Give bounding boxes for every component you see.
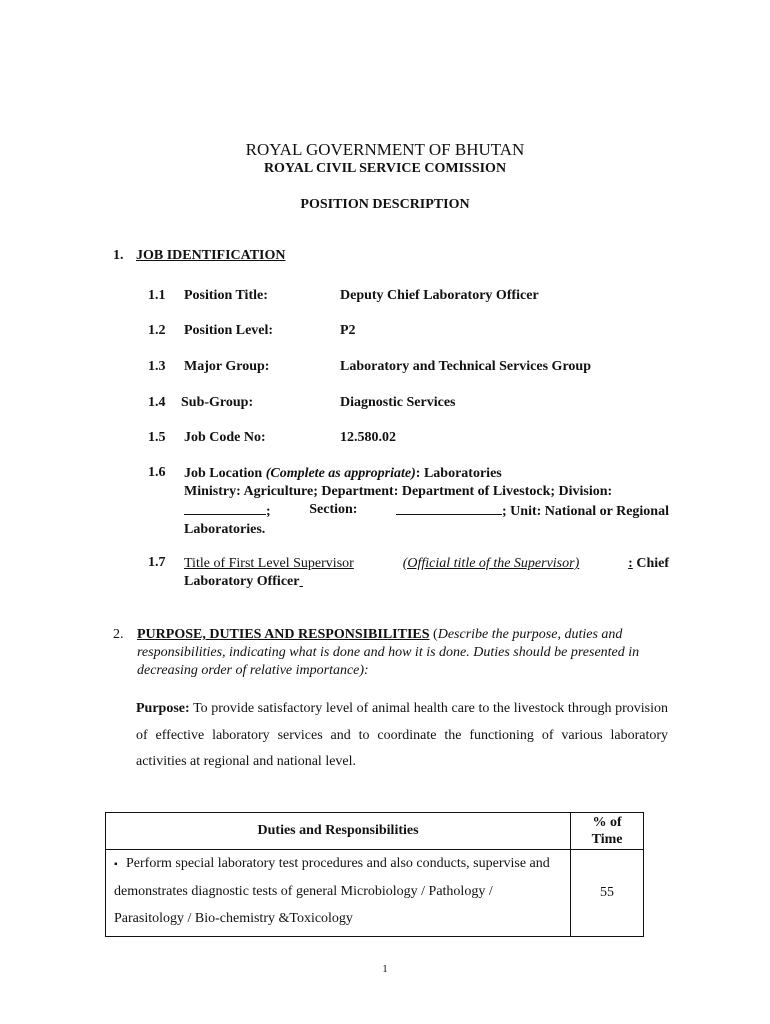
section-blank	[396, 501, 502, 515]
row-number: 1.5	[148, 430, 166, 445]
section-1-title: JOB IDENTIFICATION	[136, 248, 286, 263]
section-2-hint-open: (	[433, 627, 438, 642]
job-location-label: Job Location	[184, 466, 263, 481]
table-row	[106, 850, 644, 937]
table-header-row	[106, 813, 644, 850]
job-location	[184, 465, 669, 539]
job-location-hint: (Complete as appropriate)	[265, 466, 416, 481]
supervisor-hint: (Official title of the Supervisor)	[402, 556, 580, 571]
row-number: 1.2	[148, 323, 166, 338]
unit-text: ; Unit: National or Regional	[502, 504, 669, 519]
job-location-number: 1.6	[148, 465, 166, 480]
section-1-number: 1.	[113, 248, 124, 263]
row-value: P2	[340, 323, 356, 338]
job-location-ministry	[184, 483, 669, 501]
duty-percent: 55	[571, 850, 644, 937]
supervisor-colon: :	[628, 556, 633, 571]
ministry-text: Ministry: Agriculture; Department: Department of Livestock; Division:	[184, 484, 613, 499]
section-2-number: 2.	[113, 627, 124, 642]
section-2-hint: Describe the purpose, duties and responsibilities, indicating what is done and how it is done. Duties should be presented in decreasing order of relative importance):	[137, 627, 640, 678]
time-header-line1: % of	[592, 815, 622, 830]
job-location-value: : Laboratories	[415, 466, 502, 481]
job-location-section-line: ; Section: ; Unit: National or Regional	[184, 501, 669, 521]
supervisor-label: Title of First Level Supervisor	[184, 556, 354, 571]
commission-title: ROYAL CIVIL SERVICE COMISSION	[263, 161, 507, 176]
purpose-label: Purpose:	[136, 701, 190, 716]
row-number: 1.4	[148, 395, 166, 410]
supervisor-number: 1.7	[148, 555, 166, 570]
page-number: 1	[382, 963, 388, 975]
duties-table	[105, 812, 644, 937]
row-number: 1.1	[148, 288, 166, 303]
duties-column-header: Duties and Responsibilities	[106, 813, 571, 850]
duty-text: Perform special laboratory test procedures and also conducts, supervise and demonstrates diagnostic tests of general Microbiology / Pathology / Parasitology / Bio-chemistry &Toxicology	[114, 856, 550, 926]
division-blank	[184, 501, 266, 515]
supervisor	[184, 555, 669, 591]
row-label: Job Code No:	[184, 430, 266, 445]
document-title: POSITION DESCRIPTION	[300, 197, 470, 212]
section-label: Section:	[309, 502, 358, 517]
supervisor-value-1: Chief	[636, 556, 669, 571]
row-label: Position Level:	[184, 323, 274, 338]
row-number: 1.3	[148, 359, 166, 374]
square-bullet-icon: ▪	[114, 859, 118, 870]
purpose-text: To provide satisfactory level of animal health care to the livestock through provision of effective laboratory services and to coordinate the functioning of various laboratory activities at regional and national level.	[136, 701, 669, 769]
row-label: Sub-Group:	[181, 395, 254, 410]
row-label: Position Title:	[184, 288, 268, 303]
time-column-header	[571, 813, 644, 850]
section-1-heading	[113, 248, 286, 264]
duty-cell	[106, 850, 571, 937]
row-value: Diagnostic Services	[340, 395, 456, 410]
time-header-line2: Time	[591, 832, 623, 847]
row-label: Major Group:	[184, 359, 270, 374]
government-title: ROYAL GOVERNMENT OF BHUTAN	[245, 140, 525, 159]
purpose-paragraph	[136, 696, 668, 776]
section-2-title: PURPOSE, DUTIES AND RESPONSIBILITIES	[137, 627, 430, 642]
row-value: Deputy Chief Laboratory Officer	[340, 288, 539, 303]
supervisor-value-2: Laboratory Officer	[184, 574, 300, 589]
row-value: Laboratory and Technical Services Group	[340, 359, 591, 374]
row-value: 12.580.02	[340, 430, 396, 445]
job-location-last: Laboratories.	[184, 522, 266, 537]
